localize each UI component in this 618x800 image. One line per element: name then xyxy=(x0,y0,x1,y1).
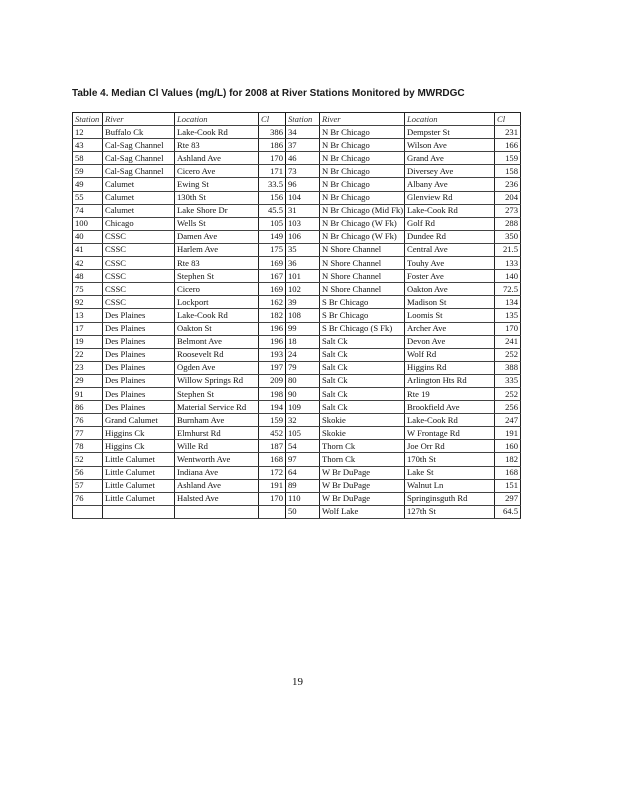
cell-location-2: Madison St xyxy=(405,296,495,309)
cell-cl: 196 xyxy=(259,335,286,348)
cell-river: Des Plaines xyxy=(103,322,175,335)
cell-cl: 191 xyxy=(259,479,286,492)
cell-cl-2: 159 xyxy=(495,152,521,165)
cell-location: Harlem Ave xyxy=(175,243,259,256)
table-row xyxy=(73,387,521,400)
cell-cl: 33.5 xyxy=(259,178,286,191)
page-number: 19 xyxy=(292,676,303,688)
table-row xyxy=(73,335,521,348)
cell-location: Ashland Ave xyxy=(175,479,259,492)
cell-cl: 156 xyxy=(259,191,286,204)
cell-cl: 169 xyxy=(259,283,286,296)
table-row xyxy=(73,283,521,296)
cell-cl: 167 xyxy=(259,270,286,283)
cell-station: 19 xyxy=(73,335,103,348)
cell-cl xyxy=(259,505,286,518)
cell-cl: 182 xyxy=(259,309,286,322)
cell-river: CSSC xyxy=(103,296,175,309)
table-row xyxy=(73,178,521,191)
cell-station-2: 50 xyxy=(286,505,320,518)
cell-location-2: W Frontage Rd xyxy=(405,427,495,440)
cell-cl: 170 xyxy=(259,492,286,505)
cell-station-2: 106 xyxy=(286,230,320,243)
cell-river: CSSC xyxy=(103,283,175,296)
cell-station: 42 xyxy=(73,257,103,270)
cell-river-2: Salt Ck xyxy=(320,348,405,361)
table-row xyxy=(73,270,521,283)
cell-location: Ogden Ave xyxy=(175,361,259,374)
cell-location: Rte 83 xyxy=(175,257,259,270)
cell-location-2: Grand Ave xyxy=(405,152,495,165)
cell-location: Elmhurst Rd xyxy=(175,427,259,440)
cell-cl-2: 252 xyxy=(495,348,521,361)
cell-location: Oakton St xyxy=(175,322,259,335)
cell-river-2: N Br Chicago (W Fk) xyxy=(320,230,405,243)
cell-cl: 209 xyxy=(259,374,286,387)
table-row xyxy=(73,479,521,492)
cell-river-2: Salt Ck xyxy=(320,335,405,348)
cell-location-2: Glenview Rd xyxy=(405,191,495,204)
cell-location: Lockport xyxy=(175,296,259,309)
cell-river-2: N Br Chicago xyxy=(320,178,405,191)
cell-river-2: W Br DuPage xyxy=(320,479,405,492)
cell-cl: 169 xyxy=(259,257,286,270)
cell-location: Roosevelt Rd xyxy=(175,348,259,361)
cell-location xyxy=(175,505,259,518)
cell-location: Burnham Ave xyxy=(175,414,259,427)
cell-location-2: Joe Orr Rd xyxy=(405,440,495,453)
cell-station-2: 31 xyxy=(286,204,320,217)
table-row xyxy=(73,204,521,217)
cell-station-2: 105 xyxy=(286,427,320,440)
table-row xyxy=(73,165,521,178)
cell-station-2: 24 xyxy=(286,348,320,361)
table-row xyxy=(73,401,521,414)
cell-river-2: N Br Chicago xyxy=(320,191,405,204)
cell-river-2: Thorn Ck xyxy=(320,440,405,453)
cell-station-2: 18 xyxy=(286,335,320,348)
table-row xyxy=(73,139,521,152)
cell-station: 56 xyxy=(73,466,103,479)
cell-river-2: N Br Chicago (W Fk) xyxy=(320,217,405,230)
cell-cl-2: 133 xyxy=(495,257,521,270)
cell-station: 76 xyxy=(73,492,103,505)
col-header-station-2: Station xyxy=(286,113,320,126)
cell-river: Des Plaines xyxy=(103,401,175,414)
cell-cl-2: 140 xyxy=(495,270,521,283)
cell-cl: 194 xyxy=(259,401,286,414)
table-row xyxy=(73,374,521,387)
col-header-river-2: River xyxy=(320,113,405,126)
cell-station: 43 xyxy=(73,139,103,152)
cell-location: Material Service Rd xyxy=(175,401,259,414)
cell-river: Calumet xyxy=(103,178,175,191)
cell-cl-2: 388 xyxy=(495,361,521,374)
cell-station-2: 37 xyxy=(286,139,320,152)
cell-cl: 162 xyxy=(259,296,286,309)
cell-location: Cicero xyxy=(175,283,259,296)
cell-location-2: Diversey Ave xyxy=(405,165,495,178)
cell-location: Stephen St xyxy=(175,387,259,400)
cell-location-2: Dempster St xyxy=(405,126,495,139)
cell-location: Lake Shore Dr xyxy=(175,204,259,217)
cell-river-2: S Br Chicago (S Fk) xyxy=(320,322,405,335)
cell-station-2: 97 xyxy=(286,453,320,466)
cell-river: Grand Calumet xyxy=(103,414,175,427)
cell-station-2: 90 xyxy=(286,387,320,400)
cell-river-2: Skokie xyxy=(320,414,405,427)
cell-station: 49 xyxy=(73,178,103,191)
cell-station-2: 102 xyxy=(286,283,320,296)
col-header-cl-2: Cl xyxy=(495,113,521,126)
cell-cl: 196 xyxy=(259,322,286,335)
cell-river-2: Skokie xyxy=(320,427,405,440)
cell-cl-2: 168 xyxy=(495,466,521,479)
cell-cl-2: 64.5 xyxy=(495,505,521,518)
cell-river-2: Salt Ck xyxy=(320,361,405,374)
cell-river-2: N Br Chicago xyxy=(320,126,405,139)
cell-station-2: 103 xyxy=(286,217,320,230)
cell-location: Belmont Ave xyxy=(175,335,259,348)
table-row xyxy=(73,427,521,440)
cell-station: 91 xyxy=(73,387,103,400)
cell-river: CSSC xyxy=(103,270,175,283)
cell-cl: 45.5 xyxy=(259,204,286,217)
cell-river: Cal-Sag Channel xyxy=(103,139,175,152)
cell-location-2: Devon Ave xyxy=(405,335,495,348)
cell-cl-2: 241 xyxy=(495,335,521,348)
cell-station-2: 32 xyxy=(286,414,320,427)
cell-river: CSSC xyxy=(103,230,175,243)
cell-cl: 186 xyxy=(259,139,286,152)
cell-river: Des Plaines xyxy=(103,361,175,374)
cell-station: 57 xyxy=(73,479,103,492)
cell-river-2: N Shore Channel xyxy=(320,270,405,283)
table-row xyxy=(73,466,521,479)
table-row xyxy=(73,230,521,243)
cell-location: Ashland Ave xyxy=(175,152,259,165)
cell-cl-2: 236 xyxy=(495,178,521,191)
cell-location-2: Arlington Hts Rd xyxy=(405,374,495,387)
cell-station-2: 110 xyxy=(286,492,320,505)
cell-location-2: Springinsguth Rd xyxy=(405,492,495,505)
cell-cl-2: 158 xyxy=(495,165,521,178)
cell-cl: 172 xyxy=(259,466,286,479)
cell-location-2: Touhy Ave xyxy=(405,257,495,270)
cell-station: 41 xyxy=(73,243,103,256)
cell-station: 17 xyxy=(73,322,103,335)
cell-location: Wille Rd xyxy=(175,440,259,453)
cell-location-2: 170th St xyxy=(405,453,495,466)
cell-station: 76 xyxy=(73,414,103,427)
cell-cl: 171 xyxy=(259,165,286,178)
cell-station: 75 xyxy=(73,283,103,296)
cell-river-2: W Br DuPage xyxy=(320,492,405,505)
cell-location: Wells St xyxy=(175,217,259,230)
cell-river-2: W Br DuPage xyxy=(320,466,405,479)
table-row xyxy=(73,414,521,427)
cell-location-2: Lake St xyxy=(405,466,495,479)
cell-cl: 105 xyxy=(259,217,286,230)
cell-location-2: Wilson Ave xyxy=(405,139,495,152)
cell-cl: 159 xyxy=(259,414,286,427)
cell-river: Higgins Ck xyxy=(103,440,175,453)
cell-location-2: Wolf Rd xyxy=(405,348,495,361)
cell-cl: 452 xyxy=(259,427,286,440)
cell-station: 40 xyxy=(73,230,103,243)
cell-location-2: Dundee Rd xyxy=(405,230,495,243)
table-header-row xyxy=(73,113,521,126)
cell-river: Calumet xyxy=(103,204,175,217)
cell-river-2: N Shore Channel xyxy=(320,257,405,270)
cell-river: Des Plaines xyxy=(103,309,175,322)
cell-station-2: 99 xyxy=(286,322,320,335)
cell-location: Wentworth Ave xyxy=(175,453,259,466)
cell-river: Des Plaines xyxy=(103,348,175,361)
cell-cl: 149 xyxy=(259,230,286,243)
cell-river-2: Salt Ck xyxy=(320,401,405,414)
chloride-table xyxy=(72,112,521,519)
cell-location-2: Rte 19 xyxy=(405,387,495,400)
cell-location: Willow Springs Rd xyxy=(175,374,259,387)
cell-cl-2: 231 xyxy=(495,126,521,139)
cell-river: Des Plaines xyxy=(103,335,175,348)
cell-location-2: Foster Ave xyxy=(405,270,495,283)
cell-location-2: Loomis St xyxy=(405,309,495,322)
table-row xyxy=(73,309,521,322)
cell-location-2: Golf Rd xyxy=(405,217,495,230)
cell-river-2: Salt Ck xyxy=(320,387,405,400)
cell-station: 23 xyxy=(73,361,103,374)
cell-location: Ewing St xyxy=(175,178,259,191)
cell-station: 77 xyxy=(73,427,103,440)
cell-cl-2: 182 xyxy=(495,453,521,466)
cell-location-2: Oakton Ave xyxy=(405,283,495,296)
cell-river: Des Plaines xyxy=(103,387,175,400)
cell-cl: 175 xyxy=(259,243,286,256)
cell-cl-2: 288 xyxy=(495,217,521,230)
col-header-station: Station xyxy=(73,113,103,126)
cell-station: 22 xyxy=(73,348,103,361)
cell-river: CSSC xyxy=(103,243,175,256)
cell-station-2: 73 xyxy=(286,165,320,178)
table-row xyxy=(73,243,521,256)
cell-cl-2: 247 xyxy=(495,414,521,427)
cell-station-2: 39 xyxy=(286,296,320,309)
cell-cl: 198 xyxy=(259,387,286,400)
cell-station-2: 101 xyxy=(286,270,320,283)
cell-river: Higgins Ck xyxy=(103,427,175,440)
cell-cl: 187 xyxy=(259,440,286,453)
col-header-location: Location xyxy=(175,113,259,126)
cell-station-2: 35 xyxy=(286,243,320,256)
table-row xyxy=(73,361,521,374)
cell-station: 100 xyxy=(73,217,103,230)
cell-river-2: N Br Chicago xyxy=(320,165,405,178)
table-row xyxy=(73,152,521,165)
cell-station-2: 34 xyxy=(286,126,320,139)
cell-station-2: 46 xyxy=(286,152,320,165)
cell-station: 52 xyxy=(73,453,103,466)
cell-location-2: Brookfield Ave xyxy=(405,401,495,414)
cell-cl-2: 252 xyxy=(495,387,521,400)
cell-station-2: 64 xyxy=(286,466,320,479)
cell-river: Little Calumet xyxy=(103,466,175,479)
cell-river: Little Calumet xyxy=(103,479,175,492)
cell-station: 78 xyxy=(73,440,103,453)
cell-cl-2: 297 xyxy=(495,492,521,505)
cell-location: Indiana Ave xyxy=(175,466,259,479)
cell-station: 58 xyxy=(73,152,103,165)
cell-location-2: Archer Ave xyxy=(405,322,495,335)
cell-river-2: Wolf Lake xyxy=(320,505,405,518)
cell-cl: 168 xyxy=(259,453,286,466)
cell-river-2: Thorn Ck xyxy=(320,453,405,466)
cell-location: Damen Ave xyxy=(175,230,259,243)
table-row xyxy=(73,257,521,270)
cell-station: 59 xyxy=(73,165,103,178)
cell-location: Stephen St xyxy=(175,270,259,283)
cell-cl-2: 134 xyxy=(495,296,521,309)
col-header-cl: Cl xyxy=(259,113,286,126)
cell-cl-2: 151 xyxy=(495,479,521,492)
col-header-location-2: Location xyxy=(405,113,495,126)
cell-cl-2: 350 xyxy=(495,230,521,243)
cell-cl-2: 204 xyxy=(495,191,521,204)
cell-river-2: S Br Chicago xyxy=(320,296,405,309)
cell-river-2: N Br Chicago xyxy=(320,152,405,165)
cell-cl: 386 xyxy=(259,126,286,139)
cell-station: 13 xyxy=(73,309,103,322)
cell-river-2: N Br Chicago xyxy=(320,139,405,152)
cell-cl: 193 xyxy=(259,348,286,361)
cell-river: Buffalo Ck xyxy=(103,126,175,139)
cell-river: Chicago xyxy=(103,217,175,230)
cell-station: 86 xyxy=(73,401,103,414)
cell-location-2: Albany Ave xyxy=(405,178,495,191)
cell-location-2: Walnut Ln xyxy=(405,479,495,492)
table-row xyxy=(73,505,521,518)
cell-location-2: 127th St xyxy=(405,505,495,518)
cell-river-2: N Shore Channel xyxy=(320,243,405,256)
cell-station xyxy=(73,505,103,518)
cell-cl-2: 21.5 xyxy=(495,243,521,256)
cell-cl-2: 72.5 xyxy=(495,283,521,296)
cell-station-2: 54 xyxy=(286,440,320,453)
cell-station-2: 104 xyxy=(286,191,320,204)
cell-location: Rte 83 xyxy=(175,139,259,152)
cell-river: Cal-Sag Channel xyxy=(103,165,175,178)
table-row xyxy=(73,217,521,230)
cell-location-2: Higgins Rd xyxy=(405,361,495,374)
cell-station: 12 xyxy=(73,126,103,139)
cell-location: Halsted Ave xyxy=(175,492,259,505)
table-row xyxy=(73,296,521,309)
cell-station-2: 89 xyxy=(286,479,320,492)
table-row xyxy=(73,126,521,139)
cell-river xyxy=(103,505,175,518)
cell-station-2: 108 xyxy=(286,309,320,322)
cell-river: Little Calumet xyxy=(103,453,175,466)
cell-cl-2: 273 xyxy=(495,204,521,217)
cell-river: Des Plaines xyxy=(103,374,175,387)
cell-cl: 197 xyxy=(259,361,286,374)
cell-cl-2: 135 xyxy=(495,309,521,322)
cell-station-2: 80 xyxy=(286,374,320,387)
cell-station: 55 xyxy=(73,191,103,204)
table-row xyxy=(73,492,521,505)
cell-location-2: Lake-Cook Rd xyxy=(405,204,495,217)
table-row xyxy=(73,191,521,204)
cell-station-2: 96 xyxy=(286,178,320,191)
table-caption: Table 4. Median Cl Values (mg/L) for 2008 at River Stations Monitored by MWRDGC xyxy=(72,88,465,99)
cell-cl-2: 160 xyxy=(495,440,521,453)
cell-station-2: 109 xyxy=(286,401,320,414)
cell-cl: 170 xyxy=(259,152,286,165)
cell-location-2: Lake-Cook Rd xyxy=(405,414,495,427)
cell-station: 92 xyxy=(73,296,103,309)
cell-location-2: Central Ave xyxy=(405,243,495,256)
table-row xyxy=(73,440,521,453)
cell-location: Lake-Cook Rd xyxy=(175,309,259,322)
cell-river-2: S Br Chicago xyxy=(320,309,405,322)
cell-river-2: Salt Ck xyxy=(320,374,405,387)
cell-cl-2: 335 xyxy=(495,374,521,387)
cell-river-2: N Br Chicago (Mid Fk) xyxy=(320,204,405,217)
cell-station: 74 xyxy=(73,204,103,217)
col-header-river: River xyxy=(103,113,175,126)
cell-location: Lake-Cook Rd xyxy=(175,126,259,139)
cell-location: 130th St xyxy=(175,191,259,204)
cell-river: Little Calumet xyxy=(103,492,175,505)
cell-river: CSSC xyxy=(103,257,175,270)
cell-cl-2: 256 xyxy=(495,401,521,414)
cell-station: 48 xyxy=(73,270,103,283)
table-row xyxy=(73,322,521,335)
cell-station: 29 xyxy=(73,374,103,387)
cell-river: Cal-Sag Channel xyxy=(103,152,175,165)
cell-cl-2: 191 xyxy=(495,427,521,440)
cell-station-2: 79 xyxy=(286,361,320,374)
table-row xyxy=(73,453,521,466)
cell-location: Cicero Ave xyxy=(175,165,259,178)
table-row xyxy=(73,348,521,361)
cell-river-2: N Shore Channel xyxy=(320,283,405,296)
cell-station-2: 36 xyxy=(286,257,320,270)
cell-river: Calumet xyxy=(103,191,175,204)
cell-cl-2: 170 xyxy=(495,322,521,335)
cell-cl-2: 166 xyxy=(495,139,521,152)
